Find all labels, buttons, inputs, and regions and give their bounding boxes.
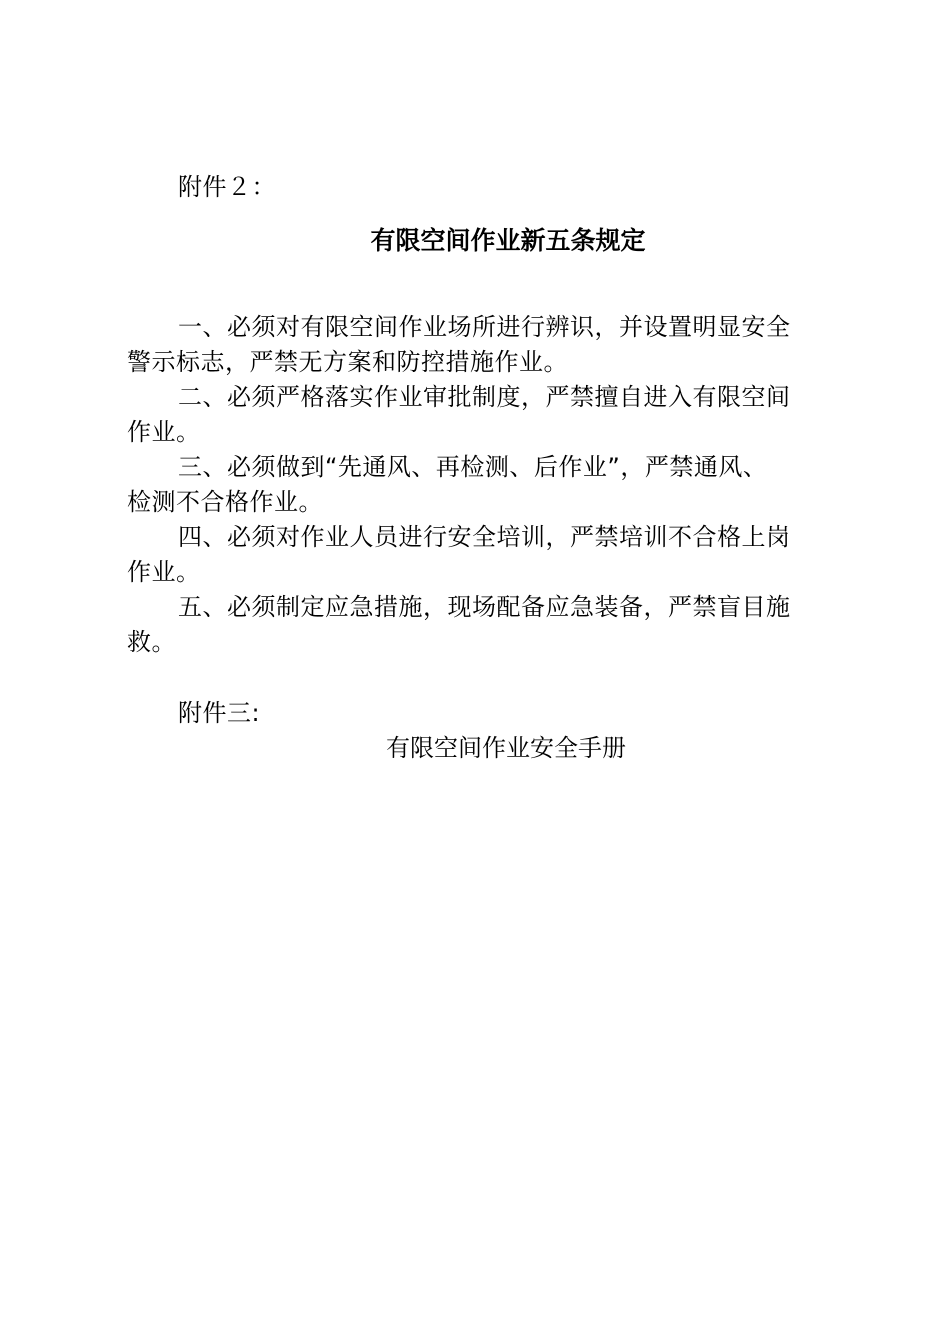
attachment-label: 附件２： xyxy=(178,173,276,201)
rule-line: 救。 xyxy=(127,628,176,656)
rule-line: 检测不合格作业。 xyxy=(127,488,323,516)
page-title: 有限空间作业新五条规定 xyxy=(370,226,646,255)
rule-line: 作业。 xyxy=(127,558,201,586)
rule-line: 一、必须对有限空间作业场所进行辨识，并设置明显安全 xyxy=(178,313,791,341)
attachment-label: 附件三: xyxy=(178,699,261,727)
rule-line: 三、必须做到“先通风、再检测、后作业”，严禁通风、 xyxy=(178,453,768,481)
handbook-title: 有限空间作业安全手册 xyxy=(386,734,626,762)
rule-line: 二、必须严格落实作业审批制度，严禁擅自进入有限空间 xyxy=(178,383,791,411)
rule-line: 五、必须制定应急措施，现场配备应急装备，严禁盲目施 xyxy=(178,593,791,621)
rule-line: 警示标志，严禁无方案和防控措施作业。 xyxy=(127,348,568,376)
rule-line: 四、必须对作业人员进行安全培训，严禁培训不合格上岗 xyxy=(178,523,791,551)
rule-line: 作业。 xyxy=(127,418,201,446)
